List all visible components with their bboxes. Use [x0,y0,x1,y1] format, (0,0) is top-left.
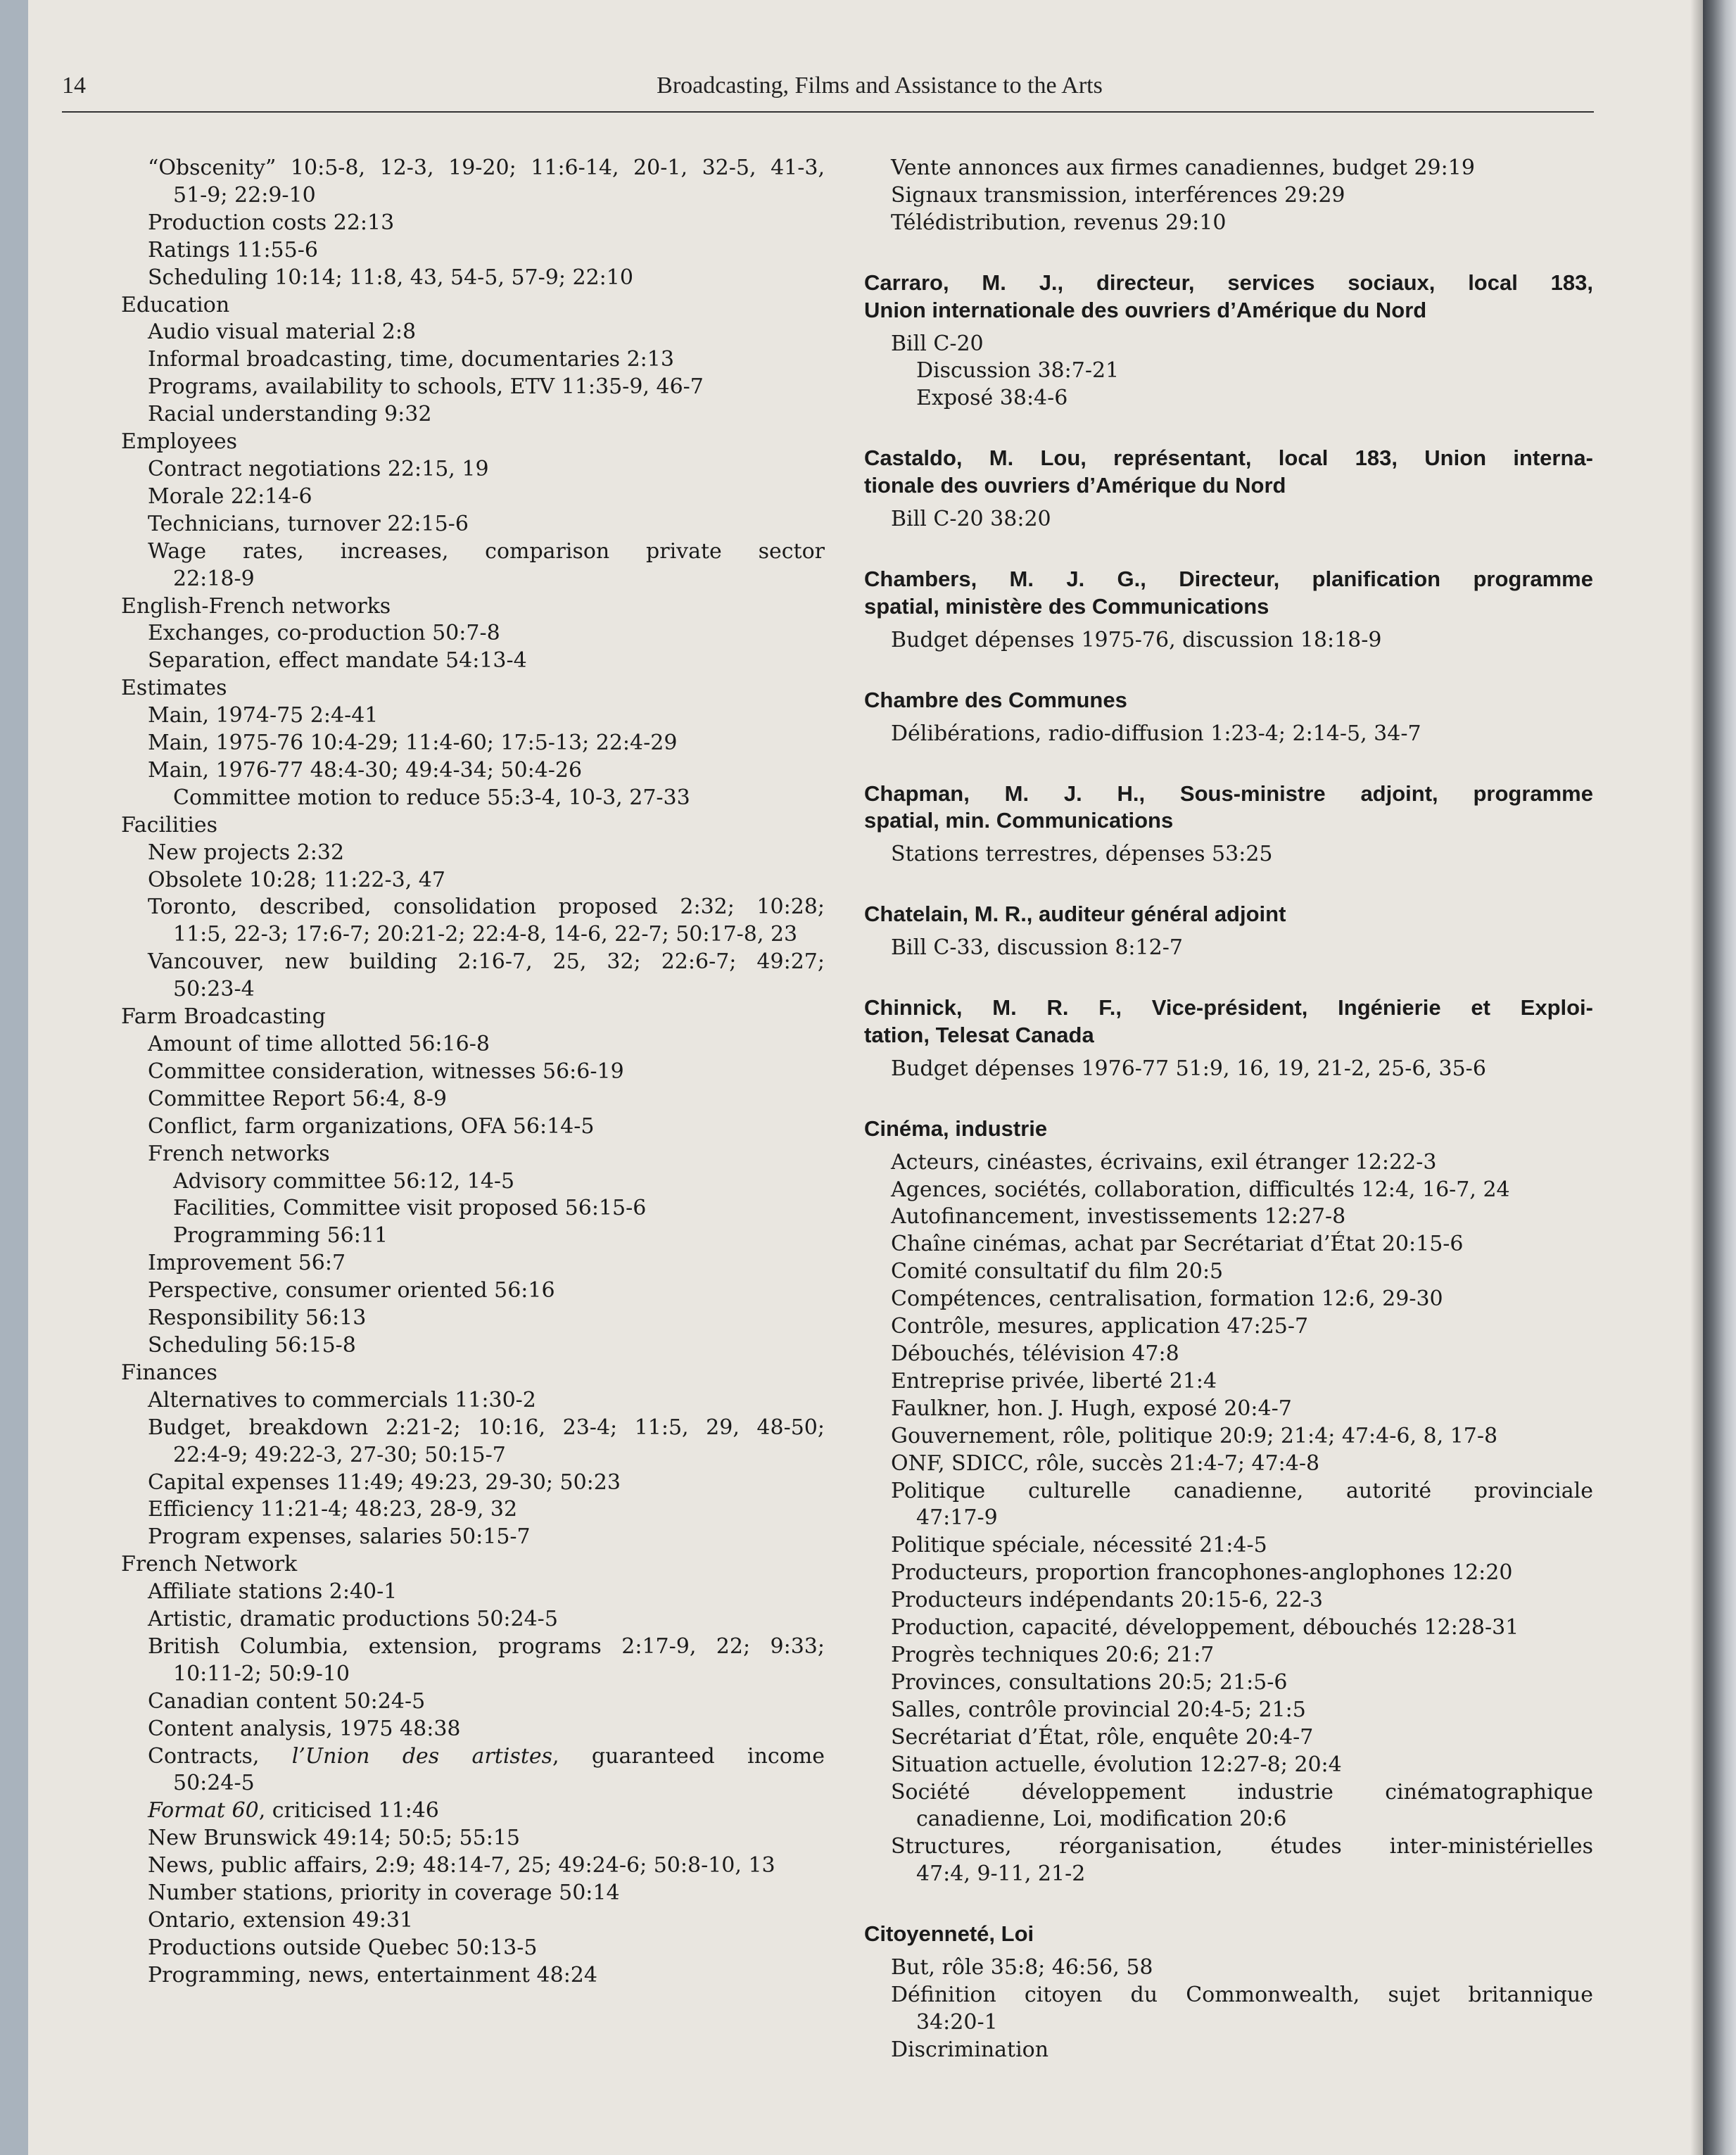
index-subentry: Ratings 11:55-6 [148,237,318,263]
index-subentry: Politique culturelle canadienne, autorité provinciale [891,1478,1593,1503]
index-subentry: Productions outside Quebec 50:13-5 [148,1935,538,1960]
index-entry-block [864,901,1593,962]
index-subentry: Affiliate stations 2:40-1 [148,1579,398,1605]
index-subentry: Faulkner, hon. J. Hugh, exposé 20:4-7 [891,1396,1292,1421]
index-subentry: Structures, réorganisation, études inter-ministérielles [891,1834,1593,1859]
index-entry-block [864,994,1593,1083]
index-heading: Education [121,292,230,317]
index-subentry: Efficiency 11:21-4; 48:23, 28-9, 32 [148,1497,518,1522]
index-subentry: Main, 1976-77 48:4-30; 49:4-34; 50:4-26 [148,757,583,783]
index-subentry: Vente annonces aux firmes canadiennes, budget 29:19 [891,156,1475,180]
index-subentry: Toronto, described, consolidation proposed 2:32; 10:28; [148,895,825,920]
index-subentry: Budget, breakdown 2:21-2; 10:16, 23-4; 11:5, 29, 48-50; [148,1415,825,1440]
index-subentry: ONF, SDICC, rôle, succès 21:4-7; 47:4-8 [891,1451,1320,1476]
running-title: Broadcasting, Films and Assistance to the Arts [657,72,1103,99]
index-subentry: Programs, availability to schools, ETV 11:35-9, 46-7 [148,374,704,400]
index-subentry: Committee Report 56:4, 8-9 [148,1086,447,1111]
index-subentry-continued: Advisory committee 56:12, 14-5 [173,1168,515,1194]
index-subentry-continued: 50:24-5 [173,1771,255,1796]
index-entry-block [864,1116,1593,1888]
index-subentry: Scheduling 10:14; 11:8, 43, 54-5, 57-9; 22:10 [148,265,633,290]
index-subentry: Production, capacité, développement, débouchés 12:28-31 [891,1615,1519,1641]
index-subentry-continued: 10:11-2; 50:9-10 [173,1661,350,1686]
index-subentry: Content analysis, 1975 48:38 [148,1716,461,1741]
index-subentry: Politique spéciale, nécessité 21:4-5 [891,1533,1267,1558]
index-entry-block [864,781,1593,869]
index-subentry: Audio visual material 2:8 [148,320,417,345]
index-heading: Estimates [121,676,227,701]
index-entry-block [864,1921,1593,2064]
index-subentry: Progrès techniques 20:6; 21:7 [891,1642,1215,1667]
index-subentry: Artistic, dramatic productions 50:24-5 [148,1607,558,1632]
index-subentry-continued: canadienne, Loi, modification 20:6 [916,1807,1287,1832]
index-subentry: Télédistribution, revenus 29:10 [891,210,1227,235]
index-entry-block [864,687,1593,748]
index-subentry-continued: 47:4, 9-11, 21-2 [916,1862,1086,1887]
scan-background-left [0,0,28,2155]
index-subentry: Committee consideration, witnesses 56:6-19 [148,1058,624,1084]
entry-heading: spatial, ministère des Communications [864,593,1269,619]
index-subentry: Agences, sociétés, collaboration, difficultés 12:4, 16-7, 24 [891,1177,1510,1202]
index-subentry: Gouvernement, rôle, politique 20:9; 21:4; 47:4-6, 8, 17-8 [891,1423,1498,1448]
book-spine [1703,0,1736,2155]
index-heading: French Network [121,1552,298,1577]
index-subentry: French networks [148,1141,330,1166]
index-subentry: Budget dépenses 1976-77 51:9, 16, 19, 21-2, 25-6, 35-6 [891,1056,1486,1081]
index-heading: Employees [121,429,238,455]
index-subentry-continued: 34:20-1 [916,2009,998,2035]
index-subentry: Salles, contrôle provincial 20:4-5; 21:5 [891,1697,1306,1722]
index-subentry: Bill C-20 38:20 [891,507,1051,532]
index-subentry: Capital expenses 11:49; 49:23, 29-30; 50:23 [148,1470,621,1495]
header-rule [62,111,1594,113]
index-subentry: News, public affairs, 2:9; 48:14-7, 25; 49:24-6; 50:8-10, 13 [148,1853,775,1878]
index-subentry: Informal broadcasting, time, documentaries 2:13 [148,347,674,372]
index-subentry: Contracts, l’Union des artistes, guaranteed income [148,1743,825,1769]
index-subentry-continued: 11:5, 22-3; 17:6-7; 20:21-2; 22:4-8, 14-6, 22-7; 50:17-8, 23 [173,922,798,947]
index-subentry: Producteurs indépendants 20:15-6, 22-3 [891,1588,1324,1613]
index-subentry: New Brunswick 49:14; 50:5; 55:15 [148,1826,520,1851]
index-subentry-continued: Exposé 38:4-6 [916,386,1068,411]
entry-heading: Castaldo, M. Lou, représentant, local 183, Union interna- [864,445,1593,471]
index-subentry: Producteurs, proportion francophones-anglophones 12:20 [891,1560,1513,1586]
index-subentry-continued: Facilities, Committee visit proposed 56:15-6 [173,1196,647,1221]
index-subentry: Signaux transmission, interférences 29:29 [891,182,1345,208]
index-heading: Finances [121,1360,217,1385]
index-subentry-continued: 50:23-4 [173,977,255,1002]
entry-heading: Chatelain, M. R., auditeur général adjoint [864,902,1286,927]
index-subentry: Bill C-33, discussion 8:12-7 [891,935,1183,961]
index-subentry: Technicians, turnover 22:15-6 [148,511,469,536]
index-subentry-continued: 51-9; 22:9-10 [173,182,316,208]
index-subentry: New projects 2:32 [148,840,345,865]
index-subentry: Perspective, consumer oriented 56:16 [148,1278,555,1303]
index-subentry: Délibérations, radio-diffusion 1:23-4; 2:14-5, 34-7 [891,721,1421,746]
index-entry-block [864,566,1593,655]
index-subentry: Discrimination [891,2037,1049,2062]
index-subentry: Main, 1974-75 2:4-41 [148,703,379,728]
index-subentry: “Obscenity” 10:5-8, 12-3, 19-20; 11:6-14, 20-1, 32-5, 41-3, [148,156,825,180]
index-subentry: Alternatives to commercials 11:30-2 [148,1387,536,1413]
index-subentry: Entreprise privée, liberté 21:4 [891,1368,1217,1394]
index-subentry-continued: Discussion 38:7-21 [916,358,1120,384]
index-subentry-continued: 22:18-9 [173,566,255,591]
entry-heading: Chambre des Communes [864,687,1127,712]
index-subentry: Définition citoyen du Commonwealth, sujet britannique [891,1982,1593,2007]
index-subentry: British Columbia, extension, programs 2:17-9, 22; 9:33; [148,1633,825,1659]
index-subentry: Chaîne cinémas, achat par Secrétariat d’État 20:15-6 [891,1232,1464,1257]
index-subentry: Conflict, farm organizations, OFA 56:14-5 [148,1113,595,1139]
index-subentry: Improvement 56:7 [148,1251,346,1276]
entry-heading: spatial, min. Communications [864,808,1174,833]
index-subentry: Scheduling 56:15-8 [148,1332,356,1358]
index-subentry: Ontario, extension 49:31 [148,1908,414,1933]
entry-heading: Union internationale des ouvriers d’Amérique du Nord [864,297,1427,322]
index-column-left [121,155,825,1990]
index-subentry: Program expenses, salaries 50:15-7 [148,1524,531,1550]
index-subentry: Separation, effect mandate 54:13-4 [148,648,527,674]
entry-heading: Chapman, M. J. H., Sous-ministre adjoint, programme [864,781,1593,806]
index-subentry: Autofinancement, investissements 12:27-8 [891,1204,1346,1230]
page-number: 14 [62,72,86,99]
index-entry-block [864,155,1593,237]
index-column-right [864,155,1593,2064]
index-entry-block [864,270,1593,413]
index-subentry: Racial understanding 9:32 [148,402,432,427]
index-subentry: Comité consultatif du film 20:5 [891,1259,1224,1284]
index-subentry: Production costs 22:13 [148,210,395,235]
index-subentry: Bill C-20 [891,331,984,356]
index-subentry-continued: 22:4-9; 49:22-3, 27-30; 50:15-7 [173,1442,506,1467]
index-subentry: Secrétariat d’État, rôle, enquête 20:4-7 [891,1724,1314,1750]
entry-heading: Citoyenneté, Loi [864,1921,1034,1947]
entry-heading: Carraro, M. J., directeur, services sociaux, local 183, [864,270,1593,295]
index-subentry: Vancouver, new building 2:16-7, 25, 32; 22:6-7; 49:27; [148,949,825,975]
index-subentry-continued: 47:17-9 [916,1505,998,1531]
index-subentry: Exchanges, co-production 50:7-8 [148,621,500,646]
index-subentry: Acteurs, cinéastes, écrivains, exil étranger 12:22-3 [891,1149,1437,1175]
index-subentry: Compétences, centralisation, formation 12:6, 29-30 [891,1287,1443,1312]
index-subentry: Contrôle, mesures, application 47:25-7 [891,1314,1309,1339]
index-subentry: Stations terrestres, dépenses 53:25 [891,842,1273,867]
index-subentry: Débouchés, télévision 47:8 [891,1341,1179,1366]
index-subentry: But, rôle 35:8; 46:56, 58 [891,1955,1153,1980]
index-subentry: Responsibility 56:13 [148,1306,367,1331]
index-subentry: Société développement industrie cinématographique [891,1779,1593,1805]
entry-heading: Chambers, M. J. G., Directeur, planification programme [864,566,1593,591]
index-subentry: Canadian content 50:24-5 [148,1688,426,1714]
index-subentry-continued: Programming 56:11 [173,1223,388,1249]
entry-heading: tionale des ouvriers d’Amérique du Nord [864,473,1286,498]
index-subentry: Main, 1975-76 10:4-29; 11:4-60; 17:5-13; 22:4-29 [148,731,678,756]
index-subentry: Morale 22:14-6 [148,484,312,509]
index-heading: English-French networks [121,593,391,619]
index-entry-block [864,445,1593,533]
index-subentry: Amount of time allotted 56:16-8 [148,1032,490,1056]
entry-heading: Cinéma, industrie [864,1116,1048,1141]
index-subentry: Obsolete 10:28; 11:22-3, 47 [148,867,445,892]
entry-heading: tation, Telesat Canada [864,1022,1094,1047]
index-subentry: Number stations, priority in coverage 50:14 [148,1881,620,1906]
index-subentry: Situation actuelle, évolution 12:27-8; 20:4 [891,1752,1342,1777]
index-subentry: Contract negotiations 22:15, 19 [148,456,489,481]
index-subentry: Format 60, criticised 11:46 [148,1798,439,1824]
index-heading: Facilities [121,812,218,838]
index-subentry-continued: Committee motion to reduce 55:3-4, 10-3, 27-33 [173,785,690,810]
index-subentry: Provinces, consultations 20:5; 21:5-6 [891,1669,1288,1695]
index-subentry: Programming, news, entertainment 48:24 [148,1962,597,1987]
index-subentry: Budget dépenses 1975-76, discussion 18:18-9 [891,627,1382,652]
index-heading: Farm Broadcasting [121,1004,326,1030]
entry-heading: Chinnick, M. R. F., Vice-président, Ingénierie et Exploi- [864,995,1593,1020]
index-subentry: Wage rates, increases, comparison private sector [148,538,825,564]
